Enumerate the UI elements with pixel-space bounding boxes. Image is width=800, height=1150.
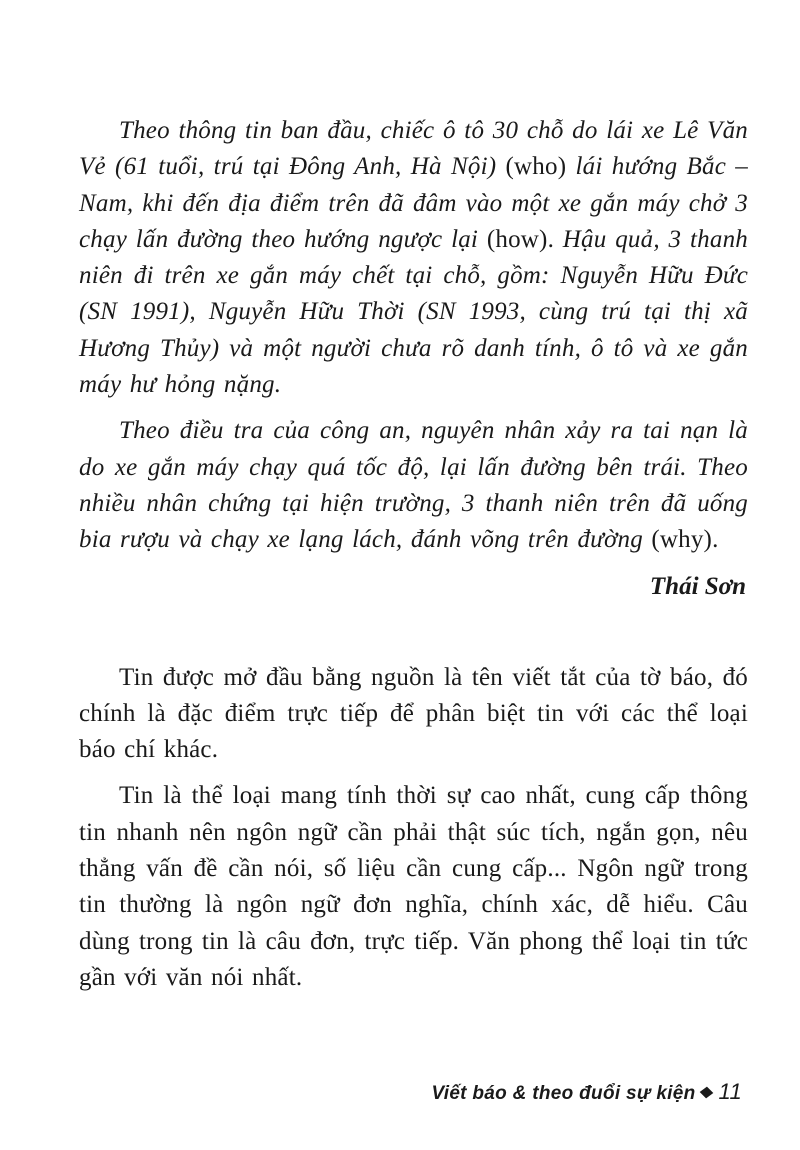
article-paragraph-1	[79, 113, 748, 403]
article-signature: Thái Sơn	[649, 572, 746, 600]
who-tag: (who)	[505, 153, 567, 181]
page-number: 11	[718, 1079, 742, 1104]
page-footer	[431, 1079, 742, 1105]
diamond-icon	[699, 1087, 713, 1099]
how-tag: (how).	[486, 225, 555, 253]
section-gap	[79, 605, 748, 660]
book-title: Viết báo & theo đuổi sự kiện	[431, 1083, 696, 1104]
article-text: Theo điều tra của công an, nguyên nhân xảy ra tai nạn là do xe gắn máy chạy quá tốc độ, lại lấn đường bên trái. Theo nhiều nhân chứng tại hiện trường, 3 thanh niên trên đã uống bia rượu và chạy xe lạng lách, đánh võng trên đường	[79, 417, 748, 554]
commentary-paragraph-2: Tin là thể loại mang tính thời sự cao nhất, cung cấp thông tin nhanh nên ngôn ngữ cần phải thật súc tích, ngắn gọn, nêu thẳng vấn đề cần nói, số liệu cần cung cấp... Ngôn ngữ trong tin thường là ngôn ngữ đơn nghĩa, chính xác, dễ hiểu. Câu dùng trong tin là câu đơn, trực tiếp. Văn phong thể loại tin tức gần với văn nói nhất.	[79, 782, 748, 991]
article-paragraph-2	[79, 413, 748, 558]
article-text: Theo thông tin ban đầu, chiếc ô tô 30 chỗ do lái xe Lê Văn Vẻ (61 tuổi, trú tại Đông Anh, Hà Nội)	[79, 117, 748, 181]
commentary-paragraph-1: Tin được mở đầu bằng nguồn là tên viết tắt của tờ báo, đó chính là đặc điểm trực tiếp để phân biệt tin với các thể loại báo chí khác.	[79, 663, 748, 764]
article-text: lái hướng Bắc – Nam, khi đến địa điểm trên đã đâm vào một xe gắn máy chở 3 chạy lấn đường theo hướng ngược lại	[79, 153, 748, 253]
why-tag: (why).	[651, 526, 719, 554]
page-body	[79, 113, 748, 996]
article-text: Hậu quả, 3 thanh niên đi trên xe gắn máy chết tại chỗ, gồm: Nguyễn Hữu Đức (SN 1991), Nguyễn Hữu Thời (SN 1993, cùng trú tại thị xã Hương Thủy) và một người chưa rõ danh tính, ô tô và xe gắn máy hư hỏng nặng.	[79, 225, 748, 399]
